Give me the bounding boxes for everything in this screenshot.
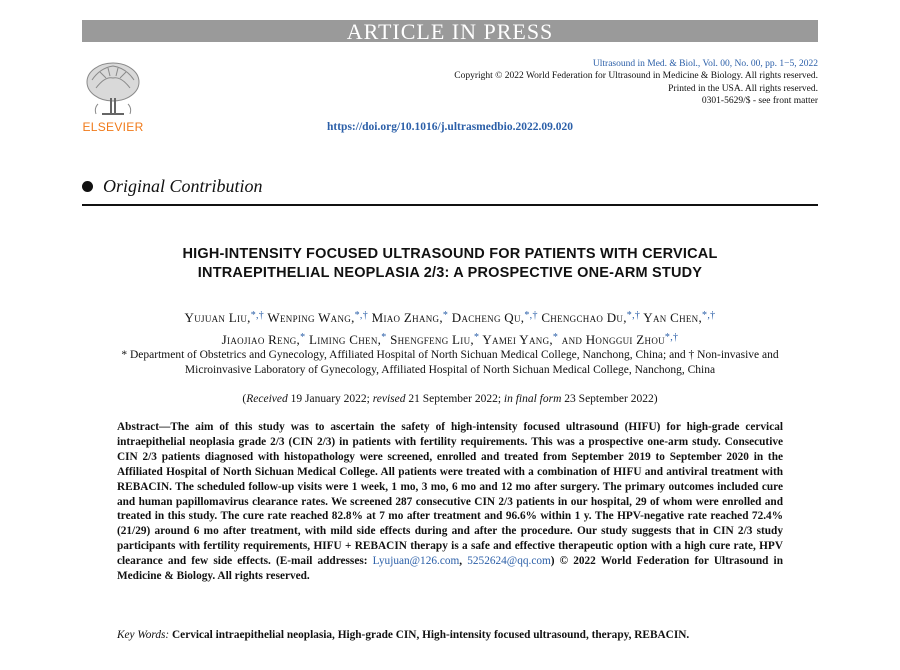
copyright-line: Copyright © 2022 World Federation for Ultrasound in Medicine & Biology. All rights reserved.: [454, 71, 818, 82]
author-line: [82, 328, 818, 350]
affiliation-mark[interactable]: *: [473, 332, 480, 343]
article-title: [100, 245, 800, 283]
received-date: 19 January 2022;: [287, 393, 373, 405]
journal-info: [454, 58, 818, 107]
affiliation-mark[interactable]: *,†: [354, 310, 369, 321]
affiliation-mark[interactable]: *: [300, 332, 306, 343]
author-name: and Honggui Zhou: [561, 332, 665, 347]
author-name: Yan Chen,: [643, 310, 703, 325]
received-label: Received: [246, 393, 288, 405]
title-line: HIGH-INTENSITY FOCUSED ULTRASOUND FOR PATIENTS WITH CERVICAL: [182, 246, 718, 262]
author-name: Liming Chen,: [308, 332, 382, 347]
author-name: Dacheng Qu,: [451, 310, 525, 325]
affiliation-mark[interactable]: *,†: [626, 310, 641, 321]
article-in-press-banner: ARTICLE IN PRESS: [82, 20, 818, 42]
title-line: INTRAEPITHELIAL NEOPLASIA 2/3: A PROSPECTIVE ONE-ARM STUDY: [197, 265, 703, 281]
abstract-tail: ) © 2022 World Federation for Ultrasound in Medicine & Biology. All rights reserved.: [117, 555, 783, 583]
author-list: [82, 306, 818, 350]
author-name: Yamei Yang,: [482, 332, 553, 347]
email-link[interactable]: Lyujuan@126.com: [372, 555, 460, 568]
abstract-body: The aim of this study was to ascertain the safety of high-intensity focused ultrasound (HIFU) for high-grade cervical intraepithelial neoplasia grade 2/3 (CIN 2/3) in patients with fertility requirements. This was a prospective one-arm study. Consecutive CIN 2/3 patients diagnosed with histopathology were screened, enrolled and treated from September 2019 to September 2020 in the Affiliated Hospital of North Sichuan Medical College. All patients were treated with a combination of HIFU and antiviral treatment with REBACIN. The scheduled follow-up visits were 1 week, 1 mo, 3 mo, 6 mo and 12 mo after surgery. The primary outcomes included cure and human papillomavirus clearance rates. We screened 287 consecutive CIN 2/3 patients in our hospital, 29 of whom were enrolled and treated in this study. The cure rate reached 82.8% at 7 mo after treatment and 96.6% within 1 y. The HPV-negative rate reached 72.4% (21/29) around 6 mo after treatment, with mild side effects during and after the procedure. Our study suggests that in CIN 2/3 study participants with fertility requirements, HIFU + REBACIN therapy is a safe and effective therapeutic option with a high cure rate, HPV clearance and few side effects. (E-mail addresses:: [117, 421, 783, 568]
affiliation-mark[interactable]: *,†: [664, 332, 679, 343]
keywords-label: Key Words:: [117, 629, 170, 641]
affiliation-mark[interactable]: *: [552, 332, 559, 343]
email-separator: ,: [459, 555, 468, 568]
revised-date: 21 September 2022;: [405, 393, 504, 405]
author-name: Shengfeng Liu,: [390, 332, 474, 347]
section-divider: [82, 204, 818, 206]
doi-link[interactable]: https://doi.org/10.1016/j.ultrasmedbio.2022.09.020: [327, 121, 573, 133]
journal-citation[interactable]: Ultrasound in Med. & Biol., Vol. 00, No. 00, pp. 1−5, 2022: [592, 59, 818, 69]
author-name: Jiaojiao Reng,: [221, 332, 301, 347]
author-name: Chengchao Du,: [541, 310, 627, 325]
keywords: [117, 628, 783, 643]
keywords-text: Cervical intraepithelial neoplasia, High-grade CIN, High-intensity focused ultrasound, therapy, REBACIN.: [169, 629, 690, 641]
affiliation-mark[interactable]: *: [381, 332, 387, 343]
abstract: [117, 420, 783, 584]
author-line: [82, 306, 818, 328]
printed-line: Printed in the USA. All rights reserved.: [668, 83, 818, 94]
tree-icon: [80, 58, 146, 118]
affiliation-mark[interactable]: *: [442, 310, 449, 321]
final-label: in final form: [503, 393, 562, 405]
abstract-lead: Abstract—: [117, 421, 171, 433]
final-date: 23 September 2022): [561, 393, 658, 405]
section-label: Original Contribution: [103, 176, 263, 196]
affiliation-mark[interactable]: *,†: [702, 310, 716, 321]
section-heading: [82, 176, 263, 197]
affiliations: * Department of Obstetrics and Gynecology, Affiliated Hospital of North Sichuan Medical College, Nanchong, China; and † Non-invasive and Microinvasive Laboratory of Gynecology, Affiliated Hospital of North Sichuan Medical College, Nanchong, China: [121, 349, 779, 376]
paren-open: (: [242, 393, 247, 405]
author-name: Yujuan Liu,: [184, 310, 251, 325]
revised-label: revised: [372, 393, 406, 405]
affiliation-mark[interactable]: *,†: [250, 310, 265, 321]
author-name: Miao Zhang,: [371, 310, 443, 325]
affiliation-mark[interactable]: *,†: [524, 310, 538, 321]
author-name: Wenping Wang,: [267, 310, 355, 325]
issn-line: 0301-5629/$ - see front matter: [701, 95, 818, 106]
received-dates: [0, 393, 900, 405]
publisher-name: ELSEVIER: [82, 120, 144, 134]
bullet-icon: [82, 181, 93, 192]
email-link[interactable]: 5252624@qq.com: [467, 555, 551, 568]
